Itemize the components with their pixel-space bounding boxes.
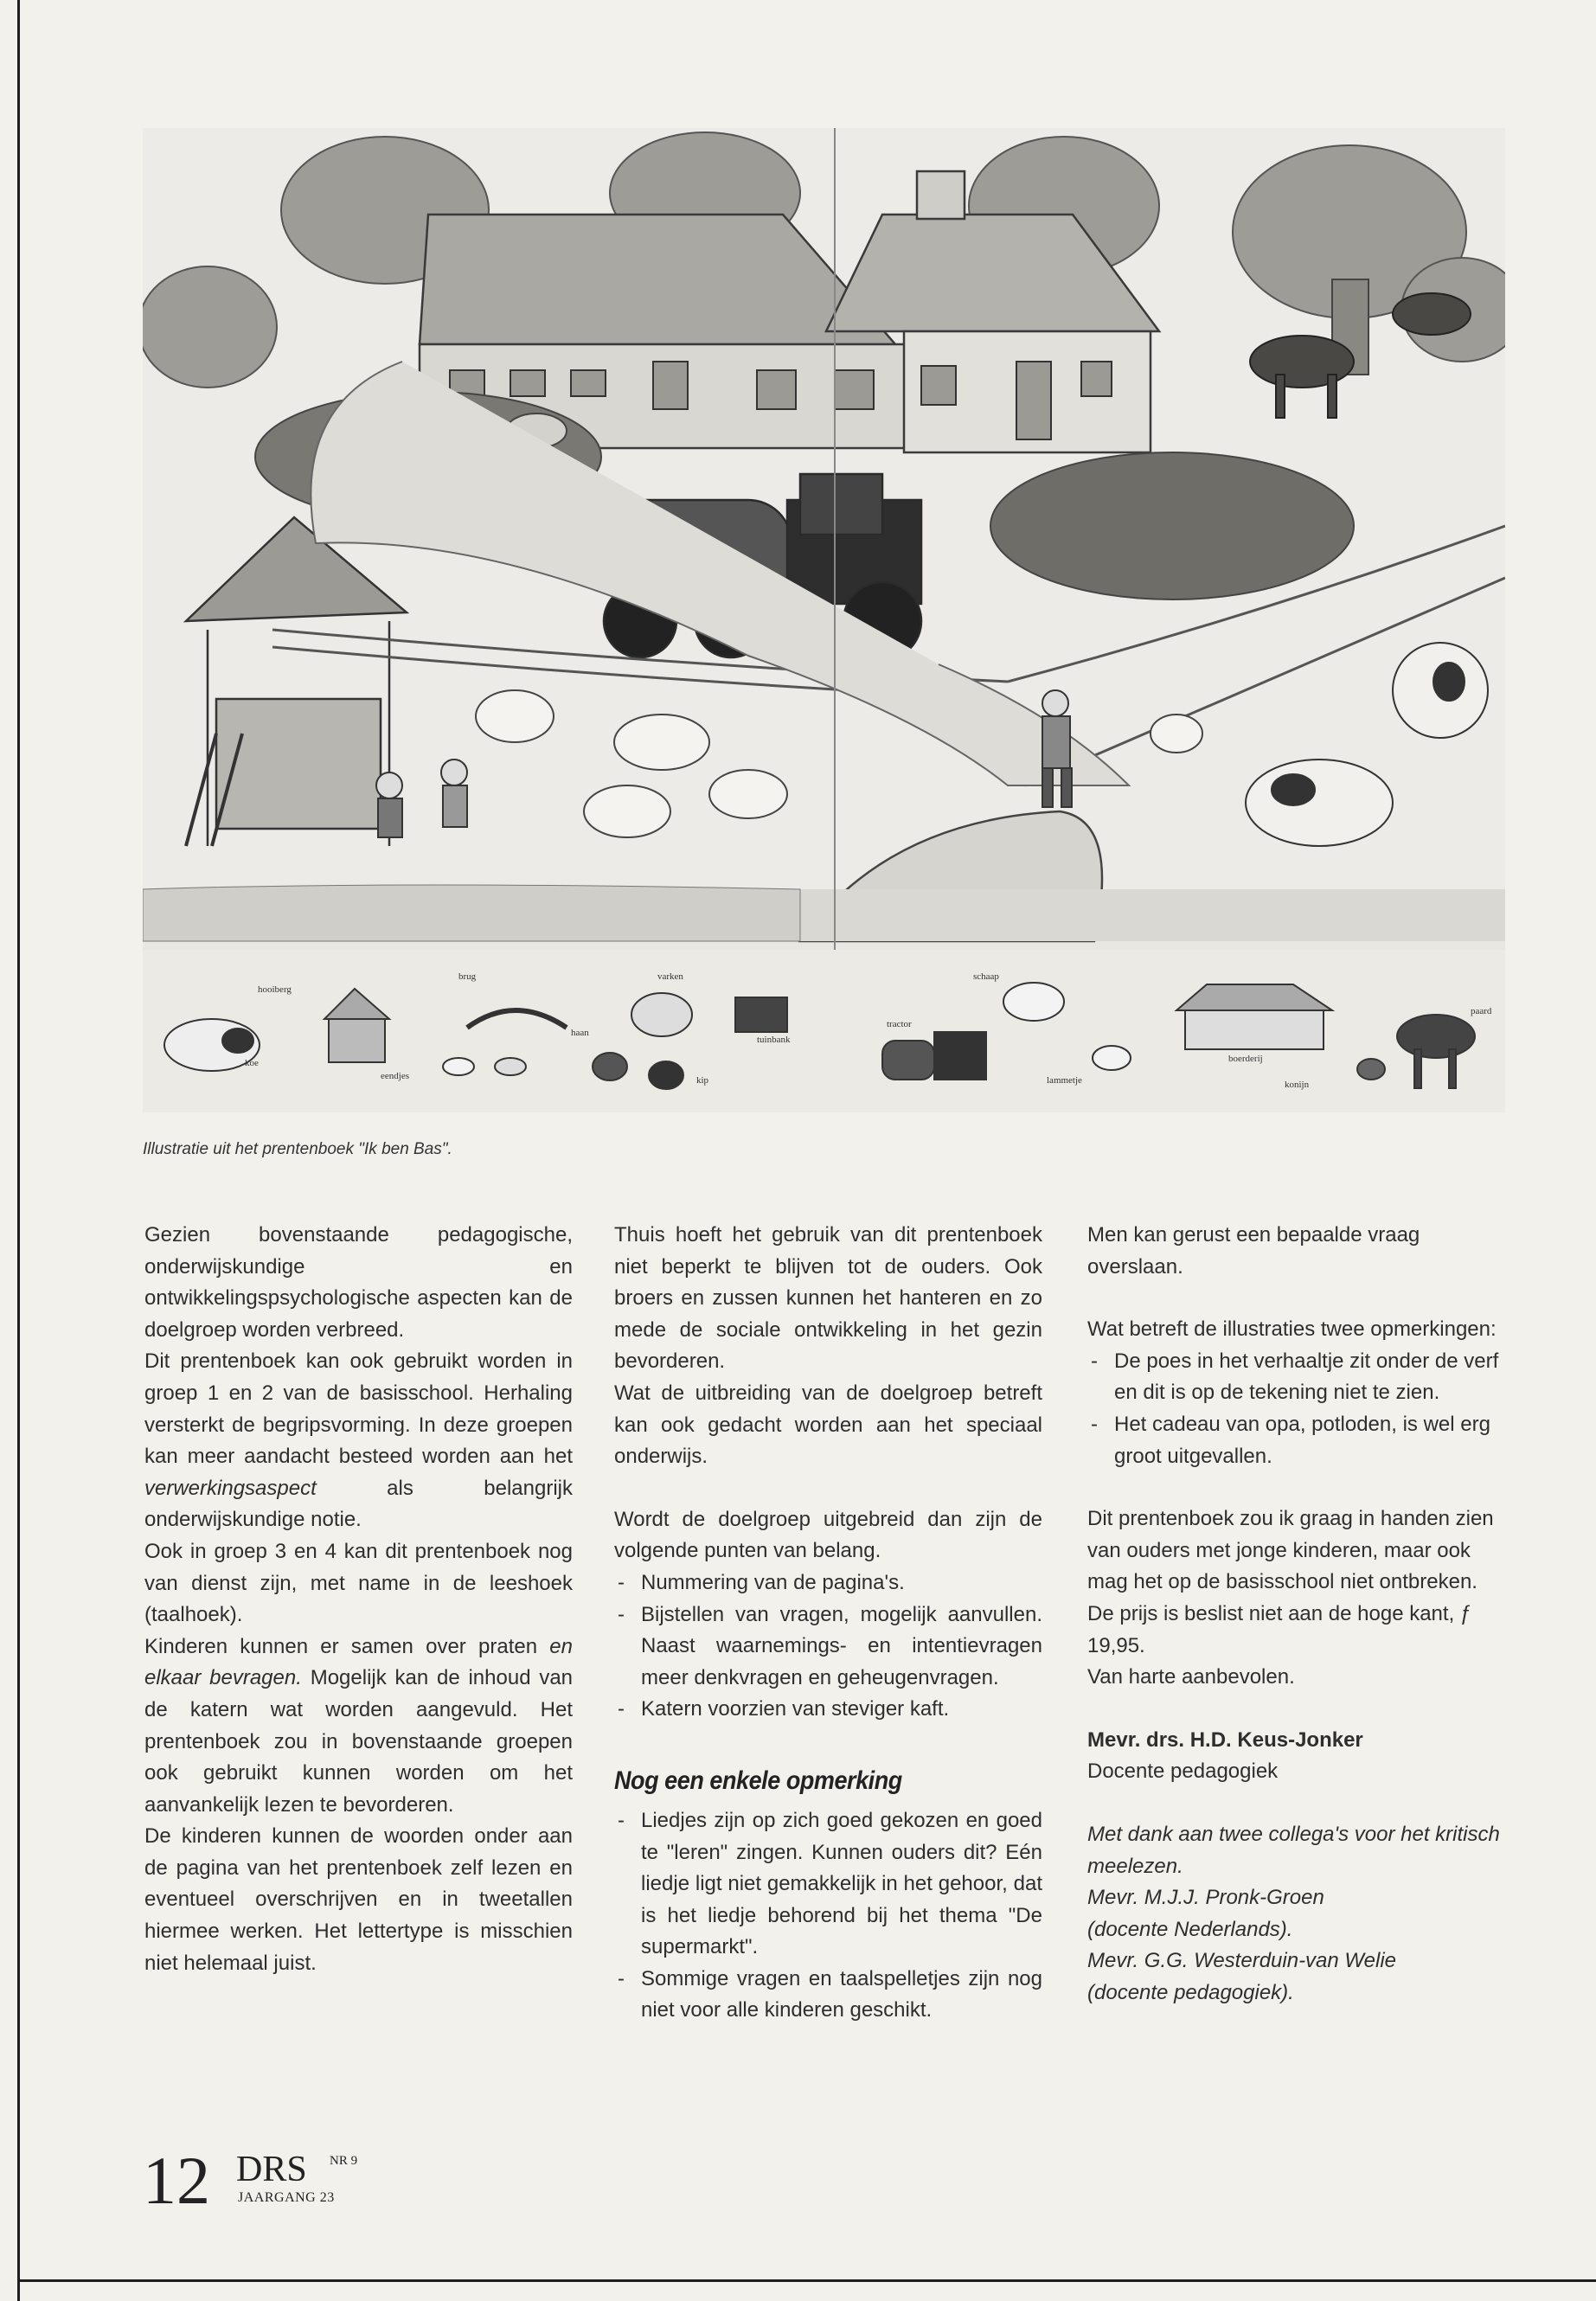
legend-label: eendjes bbox=[381, 1071, 409, 1081]
magazine-name: DRS bbox=[236, 2150, 307, 2189]
legend-label: kip bbox=[696, 1075, 709, 1086]
paragraph: Wat de uitbreiding van de doelgroep betreft kan ook gedacht worden aan het speciaal onderwijs. bbox=[614, 1381, 1042, 1469]
list-item: - Nummering van de pagina's. bbox=[614, 1567, 1042, 1599]
text-column-3 bbox=[1087, 1220, 1516, 2009]
farm-scene-drawing bbox=[143, 128, 1505, 1112]
legend-label: haan bbox=[571, 1028, 589, 1038]
illustration-remarks-list bbox=[1087, 1346, 1516, 1472]
paragraph: Van harte aanbevolen. bbox=[1087, 1665, 1295, 1689]
paragraph: Gezien bovenstaande pedagogische, onderwijskundige en ontwikkelingspsychologische aspecten kan de doelgroep worden verbreed. bbox=[144, 1223, 573, 1342]
text-column-1 bbox=[144, 1220, 573, 1979]
paragraph: Dit prentenboek kan ook gebruikt worden in groep 1 en 2 van de basisschool. Herhaling versterkt de begripsvorming. In deze groepen kan meer aandacht besteed worden aan het verwerkingsaspect als belangrijk onderwijskundige notie. bbox=[144, 1349, 573, 1532]
section-heading: Nog een enkele opmerking bbox=[614, 1766, 902, 1795]
legend-label: varken bbox=[657, 971, 683, 982]
colleague-role: (docente Nederlands). bbox=[1087, 1917, 1293, 1941]
list-item: - Het cadeau van opa, potloden, is wel erg groot uitgevallen. bbox=[1087, 1409, 1516, 1472]
legend-label: hooiberg bbox=[258, 984, 292, 995]
legend-label: tuinbank bbox=[757, 1035, 791, 1045]
paragraph: Dit prentenboek zou ik graag in handen zien van ouders met jonge kinderen, maar ook mag het op de basisschool niet ontbreken. bbox=[1087, 1507, 1494, 1594]
paragraph: De kinderen kunnen de woorden onder aan de pagina van het prentenboek zelf lezen en eventueel overschrijven en in tweetallen hiermee werken. Het lettertype is misschien niet helemaal juist. bbox=[144, 1824, 573, 1975]
paragraph: Ook in groep 3 en 4 kan dit prentenboek nog van dienst zijn, met name in de leeshoek (taalhoek). bbox=[144, 1539, 573, 1627]
illustration-caption: Illustratie uit het prentenboek "Ik ben Bas". bbox=[143, 1140, 452, 1158]
text-column-2 bbox=[614, 1220, 1042, 2027]
legend-label: paard bbox=[1471, 1006, 1492, 1016]
legend-label: tractor bbox=[887, 1019, 912, 1029]
paragraph: Wat betreft de illustraties twee opmerkingen: bbox=[1087, 1317, 1497, 1342]
legend-label: brug bbox=[458, 971, 477, 982]
legend-label: konijn bbox=[1285, 1080, 1310, 1090]
list-item: - Sommige vragen en taalspelletjes zijn nog niet voor alle kinderen geschikt. bbox=[614, 1964, 1042, 2027]
paragraph: Thuis hoeft het gebruik van dit prentenboek niet beperkt te blijven tot de ouders. Ook broers en zussen kunnen het hanteren en zo mede de sociale ontwikkeling in het gezin bevorderen. bbox=[614, 1223, 1042, 1374]
legend-label: lammetje bbox=[1047, 1075, 1082, 1086]
price-paragraph: De prijs is beslist niet aan de hoge kant, ƒ 19,95. bbox=[1087, 1601, 1472, 1657]
acknowledgement: Met dank aan twee collega's voor het kritisch meelezen. bbox=[1087, 1822, 1500, 1878]
legend-label: schaap bbox=[973, 971, 999, 982]
colleague-name: Mevr. G.G. Westerduin-van Welie bbox=[1087, 1949, 1396, 1973]
author-role: Docente pedagogiek bbox=[1087, 1759, 1279, 1784]
page-number: 12 bbox=[143, 2143, 210, 2218]
legend-label: boerderij bbox=[1228, 1054, 1263, 1064]
paragraph: Wordt de doelgroep uitgebreid dan zijn de volgende punten van belang. bbox=[614, 1507, 1042, 1563]
paragraph: Kinderen kunnen er samen over praten en elkaar bevragen. Mogelijk kan de inhoud van de katern wat worden aangevuld. Het prentenboek zou in bovenstaande groepen ook gebruikt kunnen worden om het aanvankelijk lezen te bevorderen. bbox=[144, 1634, 574, 1817]
list-item: - Bijstellen van vragen, mogelijk aanvullen. Naast waarnemings- en intentievragen meer denkvragen en geheugenvragen. bbox=[614, 1599, 1042, 1695]
farm-illustration bbox=[143, 128, 1505, 1112]
page-frame-bottom bbox=[17, 2279, 1596, 2282]
volume-label: JAARGANG 23 bbox=[238, 2190, 335, 2205]
points-list bbox=[614, 1567, 1042, 1726]
author-name: Mevr. drs. H.D. Keus-Jonker bbox=[1087, 1727, 1363, 1752]
remarks-list bbox=[614, 1805, 1042, 2027]
list-item: - Katern voorzien van steviger kaft. bbox=[614, 1694, 1042, 1726]
paragraph: Men kan gerust een bepaalde vraag overslaan. bbox=[1087, 1223, 1420, 1279]
list-item: - Liedjes zijn op zich goed gekozen en goed te "leren" zingen. Kunnen ouders dit? Eén liedje ligt niet gemakkelijk in het gehoor, dat is het liedje behorend bij het thema "De supermarkt". bbox=[614, 1805, 1042, 1964]
colleague-role: (docente pedagogiek). bbox=[1087, 1980, 1294, 2004]
list-item: - De poes in het verhaaltje zit onder de verf en dit is op de tekening niet te zien. bbox=[1087, 1346, 1516, 1409]
legend-label: koe bbox=[245, 1058, 259, 1068]
issue-number: NR 9 bbox=[330, 2154, 358, 2168]
page-frame-left bbox=[17, 0, 20, 2301]
colleague-name: Mevr. M.J.J. Pronk-Groen bbox=[1087, 1886, 1324, 1910]
